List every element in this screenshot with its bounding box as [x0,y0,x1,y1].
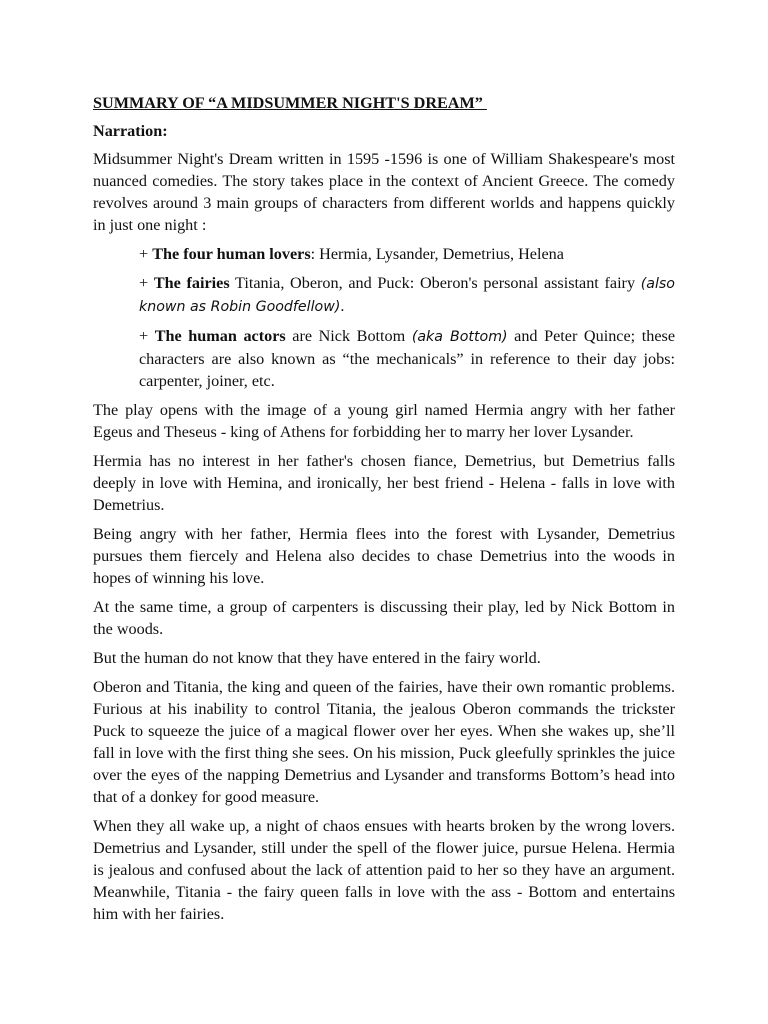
group-label: The fairies [153,274,230,292]
group-text: : Hermia, Lysander, Demetrius, Helena [310,245,564,263]
character-group-actors [139,325,675,392]
document-title: SUMMARY OF “A MIDSUMMER NIGHT'S DREAM” [93,94,487,112]
group-after: and Peter Quince; these characters are also known as “the mechanicals” in reference to their day jobs: carpenter, joiner, etc. [139,327,676,390]
group-text: are Nick Bottom [285,327,412,345]
body-paragraph: The play opens with the image of a young girl named Hermia angry with her father Egeus and Theseus - king of Athens for forbidding her to marry her lover Lysander. [93,401,675,441]
group-prefix: + [139,274,154,292]
group-label: The four human lovers [152,245,311,263]
group-italic-note: (also known as Robin Goodfellow) [139,276,675,315]
body-paragraph: When they all wake up, a night of chaos ensues with hearts broken by the wrong lovers. Demetrius and Lysander, still under the spell of the flower juice, pursue Helena. Hermia is jealous and confused about the lack of attention paid to her so they have an argument. Meanwhile, Titania - the fairy queen falls in love with the ass - Bottom and entertains him with her fairies. [93,817,675,923]
group-label: The human actors [154,327,286,345]
narration-heading: Narration: [93,122,168,140]
body-paragraph: But the human do not know that they have entered in the fairy world. [93,649,541,667]
group-after: . [340,297,345,315]
character-group-lovers [139,243,675,265]
group-prefix: + [139,245,153,263]
intro-paragraph: Midsummer Night's Dream written in 1595 -1596 is one of William Shakespeare's most nuanced comedies. The story takes place in the context of Ancient Greece. The comedy revolves around 3 main groups of characters from different worlds and happens quickly in just one night : [93,150,675,234]
group-text: Titania, Oberon, and Puck: Oberon's personal assistant fairy [229,274,641,292]
body-paragraph: At the same time, a group of carpenters is discussing their play, led by Nick Bottom in the woods. [93,598,675,638]
body-paragraph: Oberon and Titania, the king and queen of the fairies, have their own romantic problems. Furious at his inability to control Titania, the jealous Oberon commands the trickster Puck to squeeze the juice of a magical flower over her eyes. When she wakes up, she’ll fall in love with the first thing she sees. On his mission, Puck gleefully sprinkles the juice over the eyes of the napping Demetrius and Lysander and transforms Bottom’s head into that of a donkey for good measure. [93,678,675,806]
document-page [93,92,675,932]
character-group-fairies [139,272,675,318]
group-italic-note: (aka Bottom) [411,329,508,345]
body-paragraph: Hermia has no interest in her father's chosen fiance, Demetrius, but Demetrius falls deeply in love with Hemina, and ironically, her best friend - Helena - falls in love with Demetrius. [93,452,675,514]
body-paragraph: Being angry with her father, Hermia flees into the forest with Lysander, Demetrius pursues them fiercely and Helena also decides to chase Demetrius into the woods in hopes of winning his love. [93,525,675,587]
group-prefix: + [139,327,155,345]
